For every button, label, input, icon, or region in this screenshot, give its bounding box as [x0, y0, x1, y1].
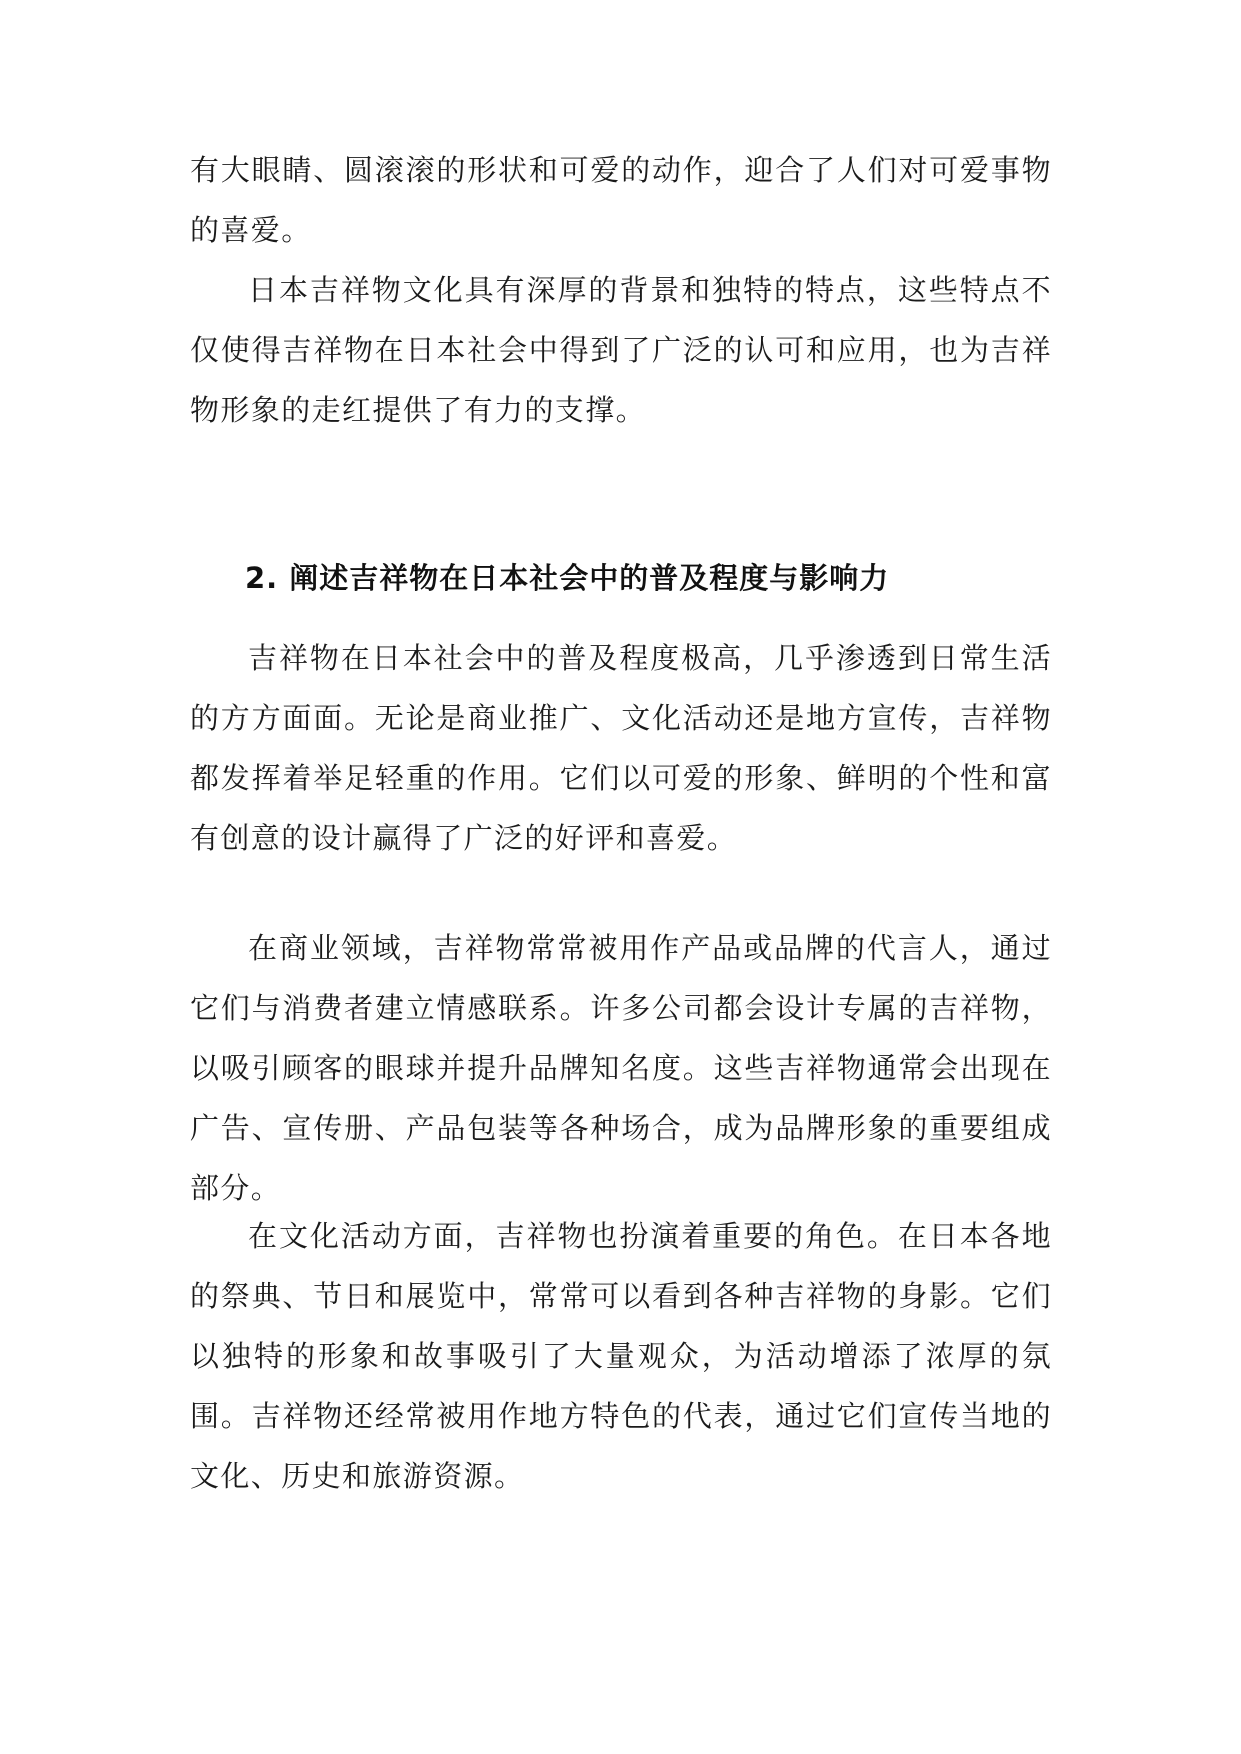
paragraph-mascot-culture-summary: 日本吉祥物文化具有深厚的背景和独特的特点，这些特点不仅使得吉祥物在日本社会中得到了广泛的认可和应用，也为吉祥物形象的走红提供了有力的支撑。	[190, 273, 1052, 427]
paragraph-continuation: 有大眼睛、圆滚滚的形状和可爱的动作，迎合了人们对可爱事物的喜爱。	[190, 153, 1052, 247]
paragraph-cultural-activities: 在文化活动方面，吉祥物也扮演着重要的角色。在日本各地的祭典、节日和展览中，常常可以看到各种吉祥物的身影。它们以独特的形象和故事吸引了大量观众，为活动增添了浓厚的氛围。吉祥物还经常被用作地方特色的代表，通过它们宣传当地的文化、历史和旅游资源。	[190, 1219, 1052, 1493]
paragraph-popularity: 吉祥物在日本社会中的普及程度极高，几乎渗透到日常生活的方方面面。无论是商业推广、文化活动还是地方宣传，吉祥物都发挥着举足轻重的作用。它们以可爱的形象、鲜明的个性和富有创意的设计赢得了广泛的好评和喜爱。	[190, 641, 1052, 855]
paragraph-commercial-use: 在商业领域，吉祥物常常被用作产品或品牌的代言人，通过它们与消费者建立情感联系。许多公司都会设计专属的吉祥物，以吸引顾客的眼球并提升品牌知名度。这些吉祥物通常会出现在广告、宣传册、产品包装等各种场合，成为品牌形象的重要组成部分。	[190, 931, 1052, 1205]
section-heading: 2. 阐述吉祥物在日本社会中的普及程度与影响力	[245, 561, 890, 595]
